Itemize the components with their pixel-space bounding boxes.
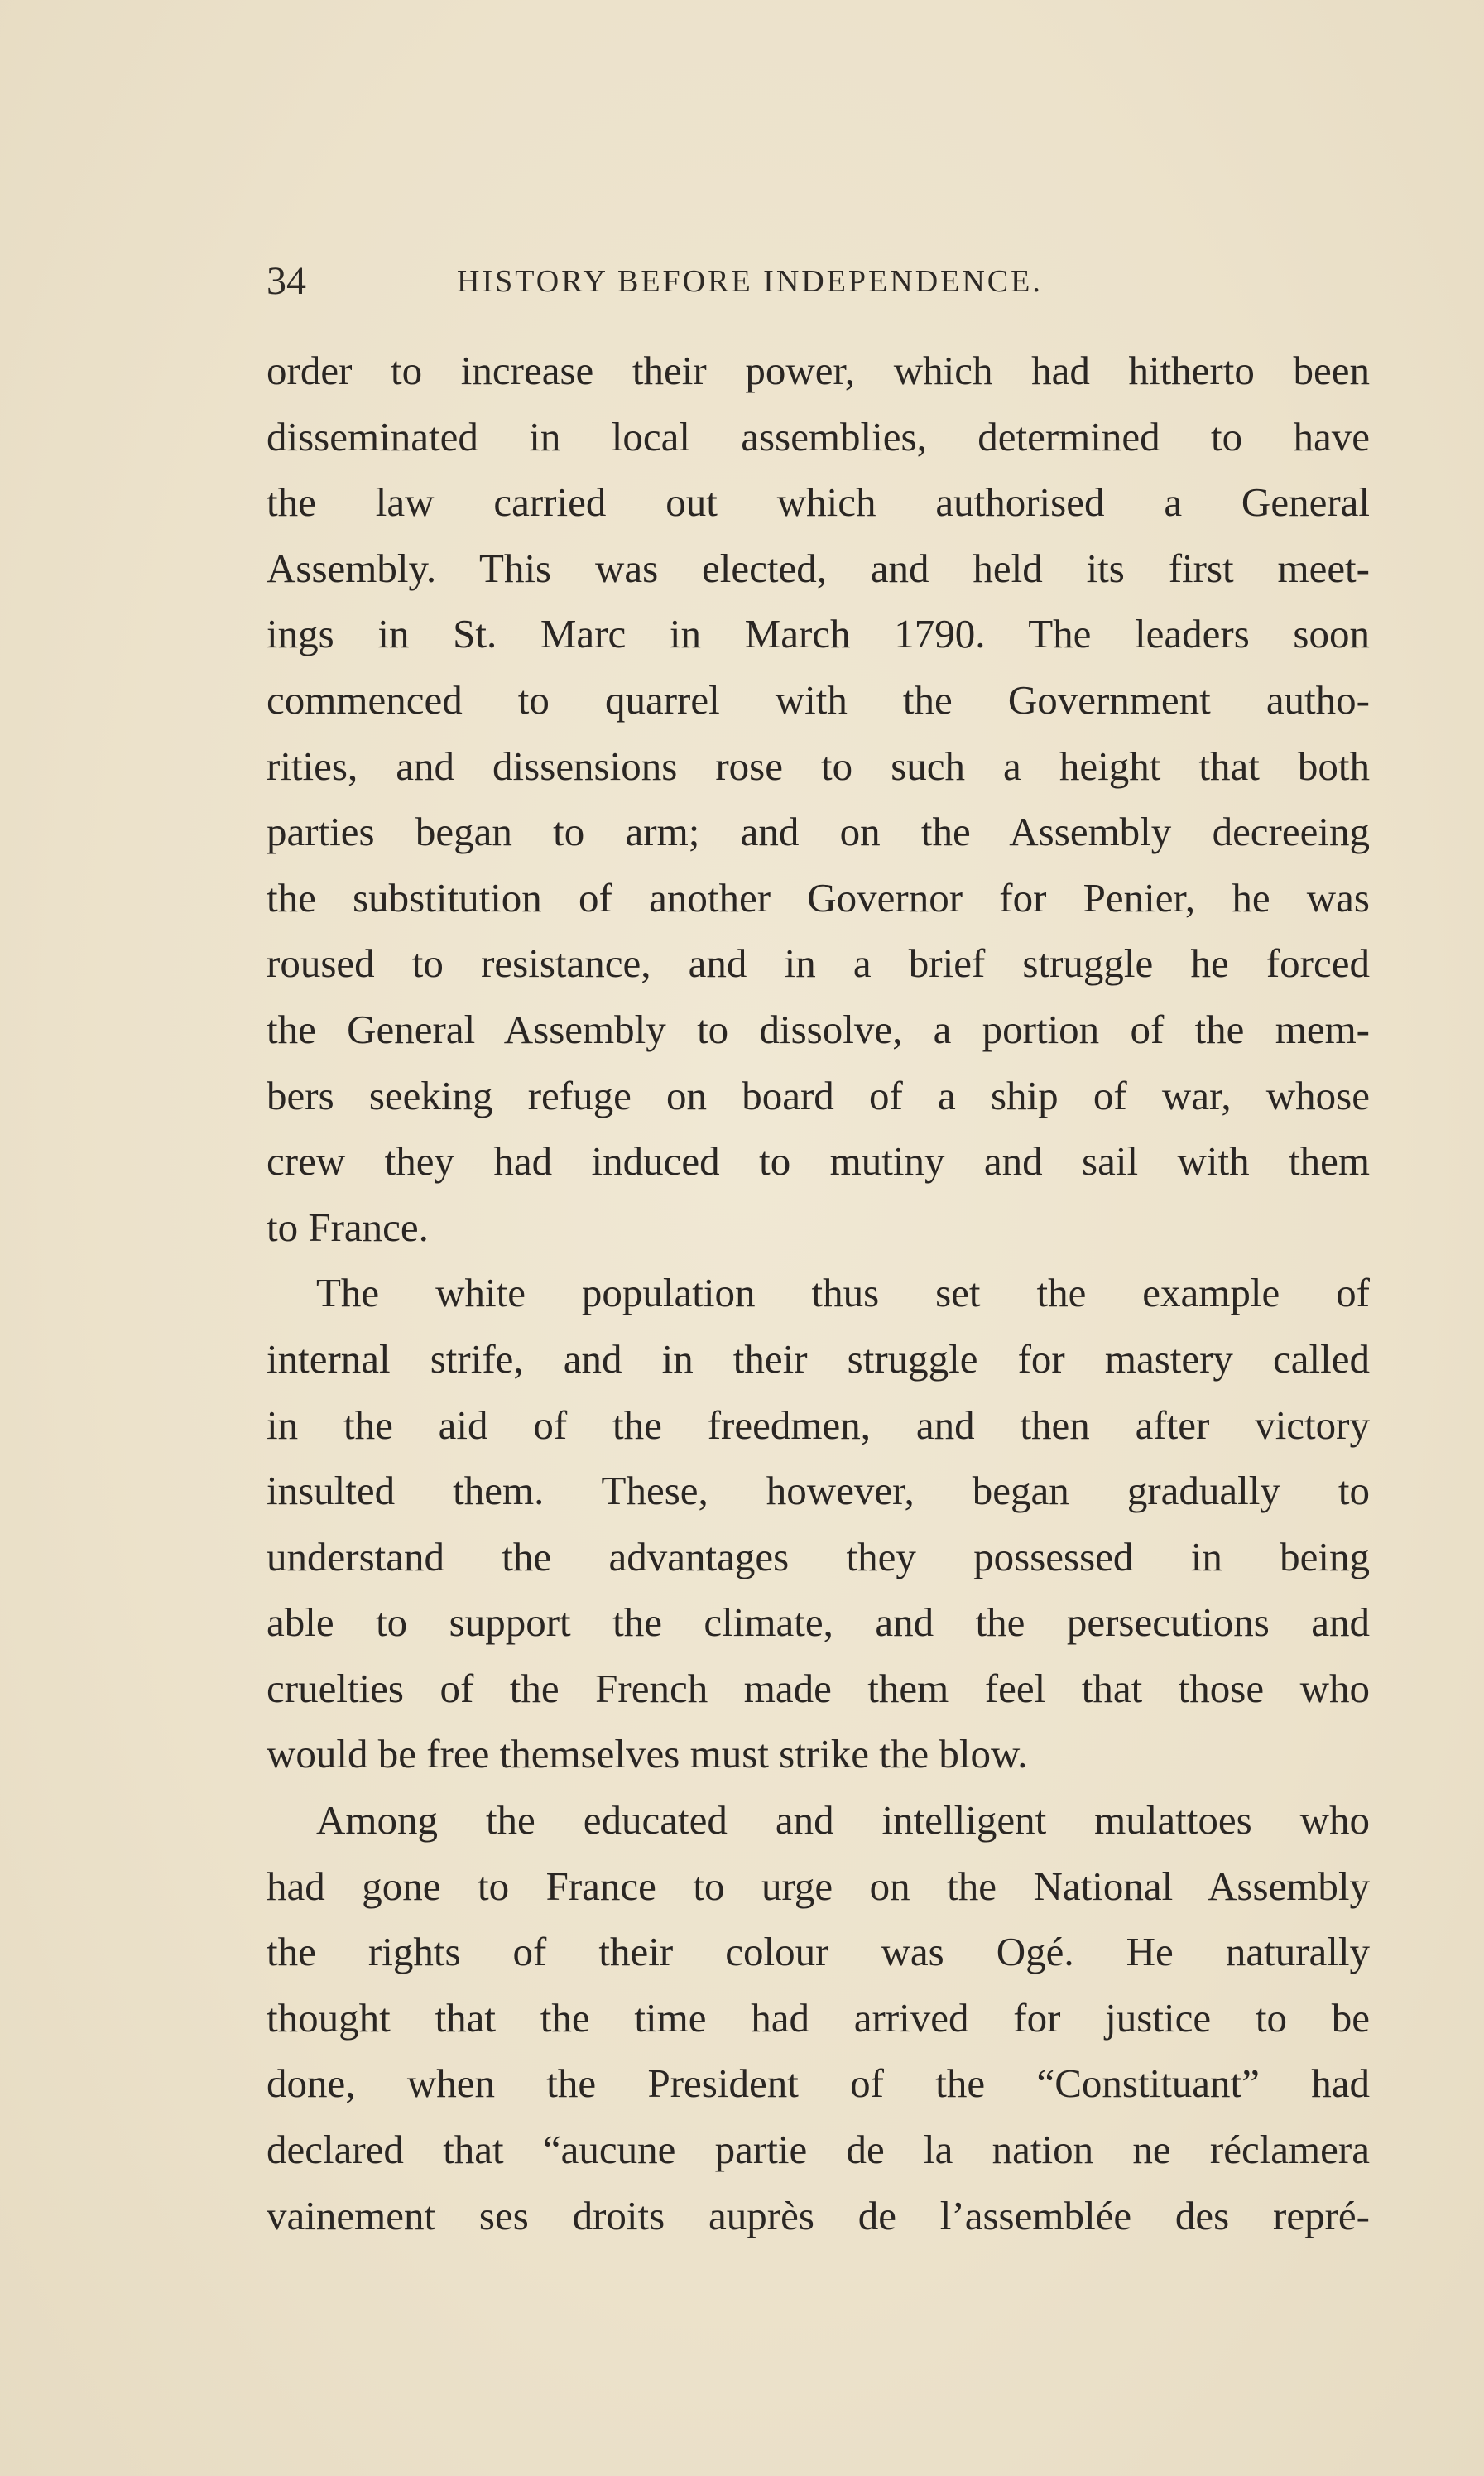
text-line: the substitution of another Governor for Penier, he was — [267, 874, 1370, 921]
text-line: crew they had induced to mutiny and sail with them — [267, 1138, 1370, 1185]
page-number: 34 — [267, 259, 306, 303]
text-line: the General Assembly to dissolve, a portion of the mem- — [267, 1006, 1370, 1052]
text-line: roused to resistance, and in a brief struggle he forced — [267, 940, 1370, 987]
text-line: disseminated in local assemblies, determined to have — [267, 413, 1370, 459]
paragraph-start-line: The white population thus set the example of — [316, 1270, 1370, 1316]
body-text — [267, 338, 1370, 2248]
text-line: bers seeking refuge on board of a ship of war, whose — [267, 1072, 1370, 1118]
text-line: insulted them. These, however, began gradually to — [267, 1468, 1370, 1514]
paragraph-end-line: would be free themselves must strike the blow. — [267, 1731, 1028, 1777]
text-line: order to increase their power, which had hitherto been — [267, 348, 1370, 393]
text-line: cruelties of the French made them feel that those who — [267, 1665, 1370, 1711]
text-line: vainement ses droits auprès de l’assemblée des repré- — [267, 2192, 1370, 2238]
paragraph-start-line: Among the educated and intelligent mulattoes who — [316, 1797, 1370, 1844]
text-line: ings in St. Marc in March 1790. The leaders soon — [267, 611, 1370, 657]
text-line: understand the advantages they possessed in being — [267, 1533, 1370, 1579]
text-line: in the aid of the freedmen, and then after victory — [267, 1401, 1370, 1448]
page-header — [267, 252, 1376, 310]
running-title: HISTORY BEFORE INDEPENDENCE. — [457, 264, 1043, 299]
text-line: the law carried out which authorised a General — [267, 479, 1370, 526]
text-line: declared that “aucune partie de la nation ne réclamera — [267, 2127, 1370, 2173]
text-line: done, when the President of the “Constituant” had — [267, 2060, 1370, 2107]
text-line: the rights of their colour was Ogé. He naturally — [267, 1929, 1370, 1975]
text-line: Assembly. This was elected, and held its first meet- — [267, 545, 1370, 591]
text-line: parties began to arm; and on the Assembly decreeing — [267, 809, 1370, 855]
text-line: had gone to France to urge on the National Assembly — [267, 1863, 1370, 1909]
paragraph-end-line: to France. — [267, 1204, 429, 1250]
text-line: thought that the time had arrived for justice to be — [267, 1994, 1370, 2041]
text-line: commenced to quarrel with the Government autho- — [267, 676, 1370, 723]
text-line: able to support the climate, and the persecutions and — [267, 1599, 1370, 1646]
text-line: rities, and dissensions rose to such a height that both — [267, 743, 1370, 789]
text-line: internal strife, and in their struggle for mastery called — [267, 1335, 1370, 1382]
